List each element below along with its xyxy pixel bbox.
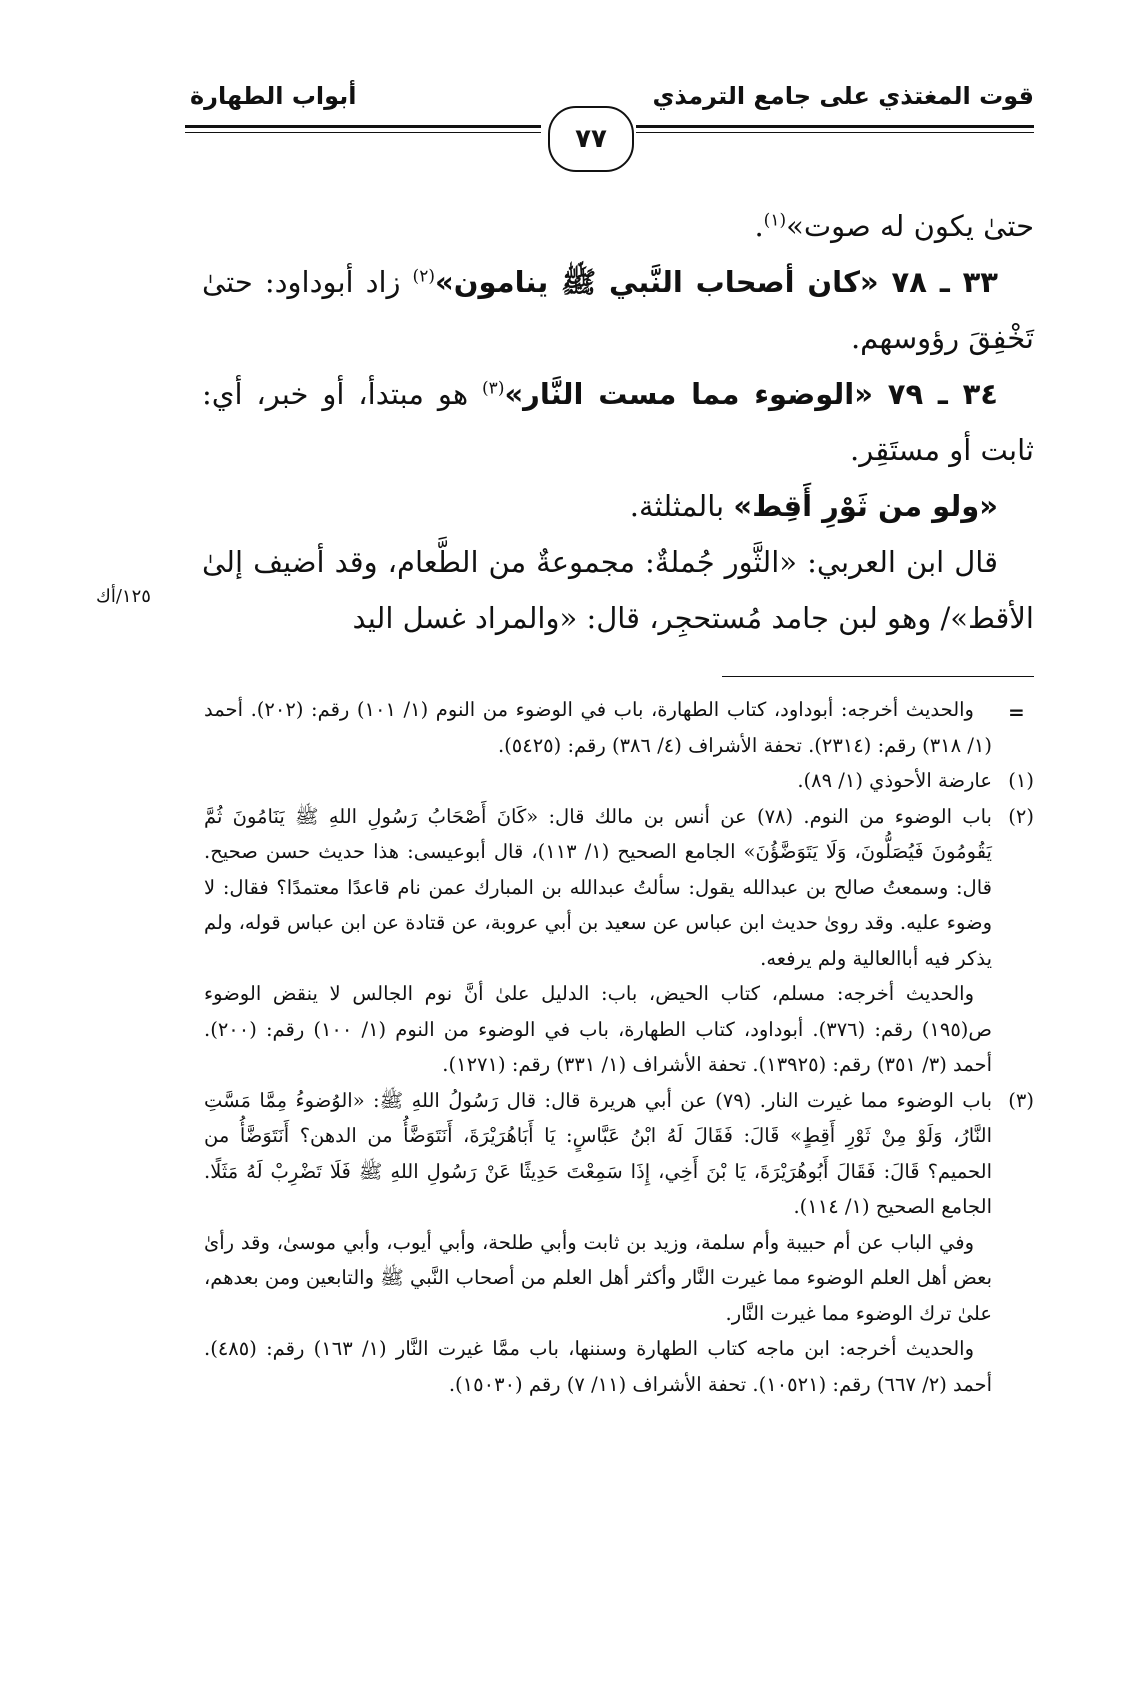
footnote-ref-3: (٣)	[482, 378, 505, 399]
paragraph-1: حتىٰ يكون له صوت»$^{(١)}$.	[754, 209, 1034, 243]
footnote-2	[204, 799, 1034, 977]
footnote-2-paragraph: والحديث أخرجه: مسلم، كتاب الحيض، باب: الدليل علىٰ أنَّ نوم الجالس لا ينقض الوضوء ص(١٩٥) رقم: (٣٧٦). أبوداود، كتاب الطهارة، باب في الوضوء من النوم (١/ ١٠٠) رقم: (٢٠٠). أحمد (٣/ ٣٥١) رقم: (١٣٩٢٥). تحفة الأشراف (١/ ٣٣١) رقم: (١٢٧١).	[204, 982, 992, 1076]
header-rule-left-thin	[185, 132, 541, 133]
paragraph-5: قال ابن العربي: «الثَّور جُملةٌ: مجموعةٌ من الطَّعام، وقد أضيف إلىٰ الأقط»/ وهو لبن جامد مُستحجِر، قال: «والمراد غسل اليد	[202, 545, 1034, 635]
footnote-number: (٢)	[1008, 804, 1034, 828]
footnote-number: (١)	[1008, 769, 1034, 792]
footnote-1	[204, 763, 1034, 799]
hadith-78: ٣٣ ـ ٧٨ «كان أصحاب النَّبي ﷺ ينامون»$^{(٢)}$ زاد أبوداود: حتىٰ تَخْفِقَ رؤوسهم.	[202, 265, 1034, 355]
chapter-title: أبواب الطهارة	[190, 82, 357, 110]
footnote-3	[204, 1083, 1034, 1225]
footnote-text: باب الوضوء مما غيرت النار. (٧٩) عن أبي هريرة قال: قال رَسُولُ اللهِ ﷺ: «الوُضوءُ مِمَّا مَسَّتِ النَّارُ، وَلَوْ مِنْ ثَوْرِ أَقِطٍ» قَالَ: فَقَالَ لَهُ ابْنُ عَبَّاسٍ: يَا أَبَاهُرَيْرَةَ، أَنَتَوَضَّأُ من الدهن؟ أَنَتَوَضَّأُ من الحميم؟ قَالَ: فَقَالَ أَبُوهُرَيْرَةَ، يَا بْنَ أَخِي، إِذَا سَمِعْتَ حَدِيثًا عَنْ رَسُولِ اللهِ ﷺ فَلَا تَضْرِبْ لَهُ مَثَلًا. الجامع الصحيح (١/ ١١٤).	[204, 1088, 993, 1218]
footnote-continuation: والحديث أخرجه: أبوداود، كتاب الطهارة، باب في الوضوء من النوم (١/ ١٠١) رقم: (٢٠٢). أحمد (١/ ٣١٨) رقم: (٢٣١٤). تحفة الأشراف (٤/ ٣٨٦) رقم: (٥٤٢٥).	[204, 698, 992, 757]
footnote-continued-marker: =	[1008, 700, 1025, 724]
header-rule-left	[185, 125, 541, 128]
footnote-3-paragraph: والحديث أخرجه: ابن ماجه كتاب الطهارة وسننها، باب ممَّا غيرت النَّار (١/ ١٦٣) رقم: (٤٨٥). أحمد (٢/ ٦٦٧) رقم: (١٠٥٢١). تحفة الأشراف (١١/ ٧) رقم (١٥٠٣٠).	[204, 1337, 992, 1396]
paragraph-4: «ولو من ثَوْرِ أَقِط» بالمثلثة.	[629, 489, 998, 523]
running-title: قوت المغتذي على جامع الترمذي	[652, 82, 1034, 110]
header-rule-right-thin	[636, 132, 1034, 133]
footnote-text: باب الوضوء من النوم. (٧٨) عن أنس بن مالك قال: «كَانَ أَصْحَابُ رَسُولِ اللهِ ﷺ يَنَامُونَ ثُمَّ يَقُومُونَ فَيُصَلُّونَ، وَلَا يَتَوَضَّؤُنَ» الجامع الصحيح (١/ ١١٣)، قال أبوعيسى: هذا حديث حسن صحيح. قال: وسمعتُ صالح بن عبدالله يقول: سألتُ عبدالله بن المبارك عمن نام قاعدًا معتمدًا؟ فقال: لا وضوء عليه. وقد روىٰ حديث ابن عباس عن سعيد بن أبي عروبة، عن قتادة عن ابن عباس قوله، ولم يذكر فيه أباالعالية ولم يرفعه.	[204, 804, 992, 970]
hadith-79: ٣٤ ـ ٧٩ «الوضوء مما مست النَّار»$^{(٣)}$ هو مبتدأ، أو خبر، أي: ثابت أو مستَقِر.	[202, 377, 1034, 467]
footnote-text: عارضة الأحوذي (١/ ٨٩).	[797, 769, 992, 792]
footnote-ref-1: (١)	[763, 210, 787, 231]
footnote-ref-2: (٢)	[412, 266, 435, 287]
footnote-separator	[722, 676, 1034, 677]
main-text	[202, 198, 1034, 646]
footnote-number: (٣)	[1008, 1088, 1034, 1112]
page-number: ٧٧	[548, 106, 634, 172]
footnote-3-paragraph: وفي الباب عن أم حبيبة وأم سلمة، وزيد بن ثابت وأبي طلحة، وأبي أيوب، وأبي موسىٰ، وقد رأىٰ بعض أهل العلم الوضوء مما غيرت النَّار وأكثر أهل العلم من أصحاب النَّبي ﷺ والتابعين ومن بعدهم، علىٰ ترك الوضوء مما غيرت النَّار.	[204, 1230, 992, 1325]
manuscript-folio-note: ١٢٥/أك	[96, 586, 151, 607]
header-rule-right	[636, 125, 1034, 128]
footnotes	[204, 692, 1034, 1402]
